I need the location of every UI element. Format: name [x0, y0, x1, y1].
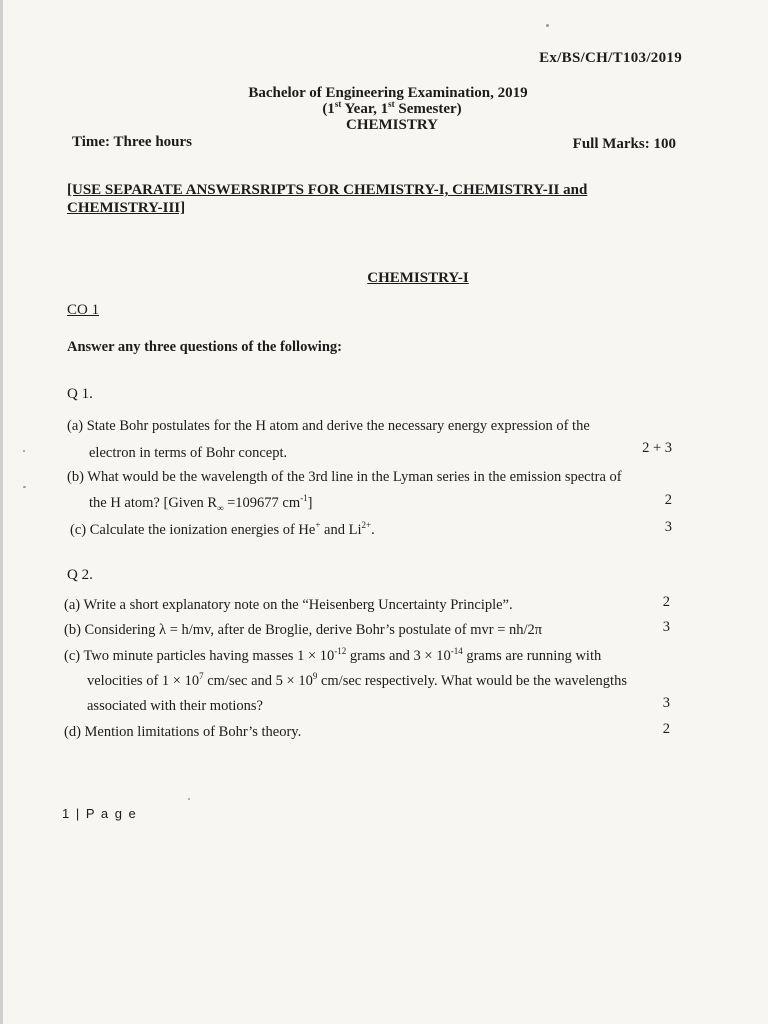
q2-part-c-marks: 3	[662, 695, 670, 711]
answer-script-instruction: [USE SEPARATE ANSWERSRIPTS FOR CHEMISTRY-I, CHEMISTRY-II and CHEMISTRY-III]	[67, 182, 588, 216]
course-outcome: CO 1	[67, 302, 100, 318]
year-semester: (1st Year, 1st Semester)	[322, 99, 462, 117]
paper-code: Ex/BS/CH/T103/2019	[539, 50, 682, 66]
q2-part-c-line3: associated with their motions?	[87, 698, 263, 714]
q1-part-c-marks: 3	[664, 519, 672, 535]
q2-part-a: (a) Write a short explanatory note on the “Heisenberg Uncertainty Principle”.	[64, 597, 513, 613]
exam-time: Time: Three hours	[72, 134, 193, 150]
question-label-q1: Q 1.	[67, 386, 93, 402]
scan-edge	[0, 0, 3, 1024]
q1-part-a-marks: 2 + 3	[642, 440, 672, 456]
answer-instruction: Answer any three questions of the following:	[67, 339, 342, 355]
section-title: CHEMISTRY-I	[367, 270, 469, 286]
q1-part-b-line2: the H atom? [Given $R_\infty =109677$ $cm^{-1}$]	[89, 493, 313, 513]
page-footer: 1 | P a g e	[62, 806, 138, 821]
q2-part-c-line1: (c) Two minute particles having masses $1 \times 10^{-12}$ grams and $3 \times 10^{-14}$ grams are running with	[64, 646, 602, 664]
exam-title: Bachelor of Engineering Examination, 2019	[248, 85, 528, 101]
q2-part-c-line2: velocities of $1 \times 10^7$ cm/sec and $5 \times 10^9$ cm/sec respectively. What would be the wavelengths	[87, 671, 627, 689]
q1-part-c: (c) Calculate the ionization energies of He+ and $Li^{2+}$.	[70, 520, 375, 538]
q2-part-a-marks: 2	[662, 594, 670, 610]
q1-part-a-line1: (a) State Bohr postulates for the H atom and derive the necessary energy expression of the	[67, 418, 590, 434]
q2-part-b: (b) Considering λ = h/mv, after de Broglie, derive Bohr’s postulate of mvr = nh/2π	[64, 622, 543, 638]
q1-part-b-line1: (b) What would be the wavelength of the 3rd line in the Lyman series in the emission spectra of	[67, 469, 622, 485]
subject: CHEMISTRY	[346, 117, 438, 133]
q1-part-b-marks: 2	[664, 492, 672, 508]
q1-part-a-line2: electron in terms of Bohr concept.	[89, 445, 288, 461]
question-label-q2: Q 2.	[67, 567, 93, 583]
full-marks: Full Marks: 100	[572, 136, 676, 152]
q2-part-d: (d) Mention limitations of Bohr’s theory.	[64, 724, 302, 740]
scan-speck	[23, 450, 25, 452]
q2-part-b-marks: 3	[662, 619, 670, 635]
scan-speck	[188, 798, 190, 800]
scan-speck	[23, 486, 26, 488]
scan-speck	[546, 24, 549, 27]
q2-part-d-marks: 2	[662, 721, 670, 737]
